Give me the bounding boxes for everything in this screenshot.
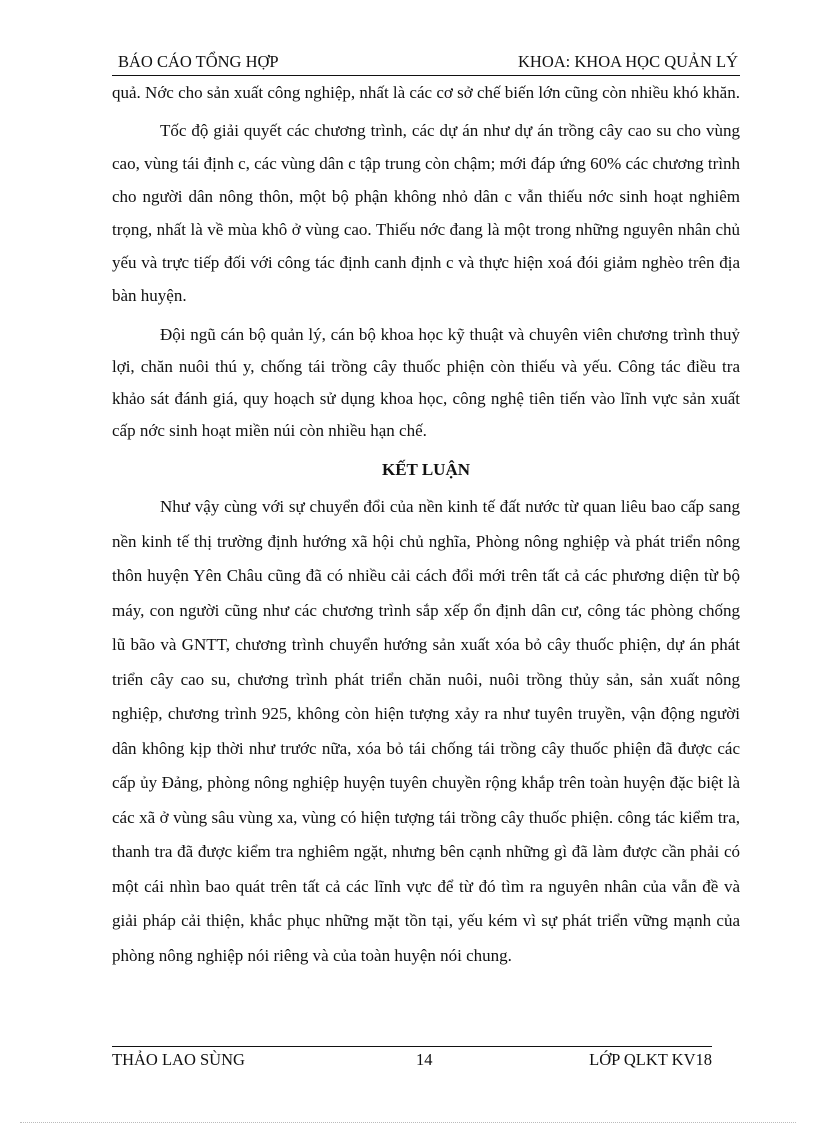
header-divider — [112, 75, 740, 76]
paragraph-continuation: quả. Nớc cho sản xuất công nghiệp, nhất là các cơ sở chế biến lớn cũng còn nhiều khó khăn. — [112, 83, 740, 102]
page-footer — [112, 1050, 712, 1074]
paragraph-staff: Đội ngũ cán bộ quản lý, cán bộ khoa học kỹ thuật và chuyên viên chương trình thuỷ lợi, chăn nuôi thú y, chống tái trồng cây thuốc phiện còn thiếu và yếu. Công tác điều tra khảo sát đánh giá, quy hoạch sử dụng khoa học, công nghệ tiên tiến vào lĩnh vực sản xuất cấp nớc sinh hoạt miền núi còn nhiều hạn chế. — [112, 325, 740, 440]
header-faculty: KHOA: KHOA HỌC QUẢN LÝ — [518, 52, 738, 71]
paragraph-progress: Tốc độ giải quyết các chương trình, các dự án như dự án trồng cây cao su cho vùng cao, vùng tái định c, các vùng dân c tập trung còn chậm; mới đáp ứng 60% các chương trình cho người dân nông thôn, một bộ phận không nhỏ dân c vẫn thiếu nớc sinh hoạt nghiêm trọng, nhất là về mùa khô ở vùng cao. Thiếu nớc đang là một trong những nguyên nhân chủ yếu và trực tiếp đối với công tác định canh định c và thực hiện xoá đói giảm nghèo trên địa bàn huyện. — [112, 121, 740, 305]
header-report-title: BÁO CÁO TỔNG HỢP — [118, 52, 279, 71]
footer-divider — [112, 1046, 712, 1047]
footer-author: THẢO LAO SÙNG — [112, 1050, 245, 1069]
body-text — [112, 80, 740, 447]
section-heading-conclusion: KẾT LUẬN — [381, 460, 470, 479]
page-number: 14 — [416, 1050, 433, 1069]
footer-class: LỚP QLKT KV18 — [589, 1050, 712, 1069]
paragraph-conclusion: Như vậy cùng với sự chuyển đổi của nền kinh tế đất nước từ quan liêu bao cấp sang nền kinh tế thị trường định hướng xã hội chủ nghĩa, Phòng nông nghiệp và phát triển nông thôn huyện Yên Châu cũng đã có nhiều cải cách đổi mới trên tất cả các phương diện từ bộ máy, con người cũng như các chương trình sắp xếp ổn định dân cư, công tác phòng chống lũ bão và GNTT, chương trình chuyển hướng sản xuất xóa bỏ cây thuốc phiện, dự án phát triển cây cao su, chương trình phát triển chăn nuôi, nuôi trồng thủy sản, sản xuất nông nghiệp, chương trình 925, không còn hiện tượng xảy ra như tuyên truyền, vận động người dân không kịp thời như trước nữa, xóa bỏ tái chống tái trồng cây thuốc phiện đã được các cấp ủy Đảng, phòng nông nghiệp huyện tuyên chuyền rộng khắp trên toàn huyện đặc biệt là các xã ở vùng sâu vùng xa, vùng có hiện tượng tái trồng cây thuốc phiện. công tác kiểm tra, thanh tra đã được kiểm tra nghiêm ngặt, nhưng bên cạnh những gì đã làm được cần phải có một cái nhìn bao quát trên tất cả các lĩnh vực để từ đó tìm ra nguyên nhân của vẫn đề và giải pháp cải thiện, khắc phục những mặt tồn tại, yếu kém vì sự phát triển vững mạnh của phòng nông nghiệp nói riêng và của toàn huyện nói chung. — [112, 497, 740, 965]
page-header — [112, 52, 738, 76]
